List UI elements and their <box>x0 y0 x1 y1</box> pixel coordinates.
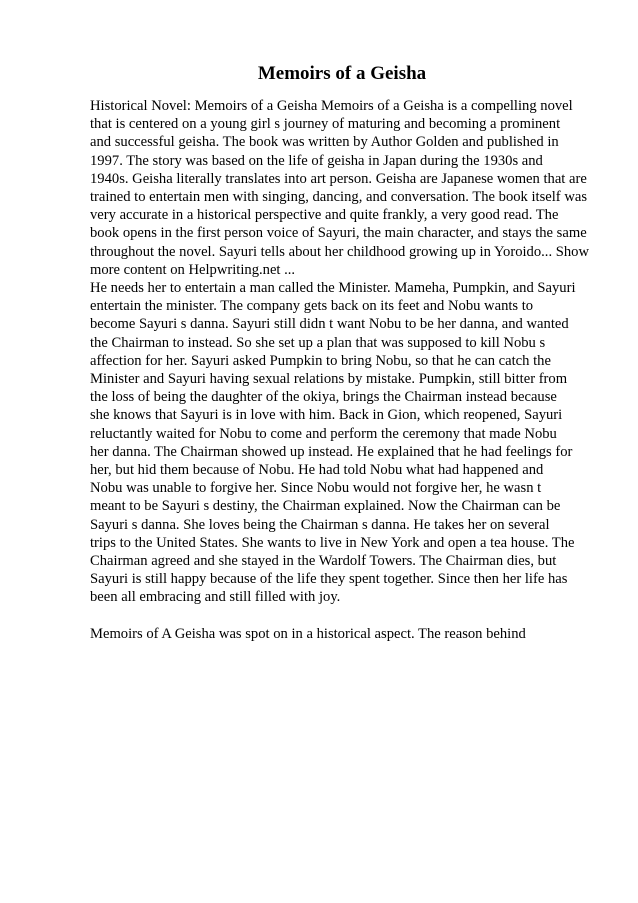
text-line: become Sayuri s danna. Sayuri still didn t want Nobu to be her danna, and wanted <box>90 316 569 333</box>
text-line: Chairman agreed and she stayed in the Wardolf Towers. The Chairman dies, but <box>90 553 557 570</box>
text-line: the Chairman to instead. So she set up a plan that was supposed to kill Nobu s <box>90 334 546 351</box>
text-line: that is centered on a young girl s journey of maturing and becoming a prominent <box>90 116 561 133</box>
paragraph-historical-aspect <box>90 625 610 643</box>
text-line: Memoirs of A Geisha was spot on in a historical aspect. The reason behind <box>90 625 526 642</box>
text-line: 1940s. Geisha literally translates into art person. Geisha are Japanese women that are <box>90 170 587 187</box>
text-line: He needs her to entertain a man called the Minister. Mameha, Pumpkin, and Sayuri <box>90 280 576 297</box>
text-line: and successful geisha. The book was written by Author Golden and published in <box>90 134 559 151</box>
text-line: throughout the novel. Sayuri tells about her childhood growing up in Yoroido... Show <box>90 243 589 260</box>
text-line: Nobu was unable to forgive her. Since Nobu would not forgive her, he wasn t <box>90 480 542 497</box>
text-line: more content on Helpwriting.net ... <box>90 261 296 278</box>
text-line: the loss of being the daughter of the okiya, brings the Chairman instead because <box>90 389 557 406</box>
paragraph-gap <box>90 607 610 625</box>
text-line: been all embracing and still filled with joy. <box>90 589 341 606</box>
text-line: trained to entertain men with singing, dancing, and conversation. The book itself was <box>90 189 588 206</box>
text-line: Minister and Sayuri having sexual relations by mistake. Pumpkin, still bitter from <box>90 371 568 388</box>
text-line: her, but hid them because of Nobu. He had told Nobu what had happened and <box>90 462 544 479</box>
text-line: meant to be Sayuri s destiny, the Chairman explained. Now the Chairman can be <box>90 498 561 515</box>
text-line: book opens in the first person voice of Sayuri, the main character, and stays the same <box>90 225 587 242</box>
text-line: her danna. The Chairman showed up instead. He explained that he had feelings for <box>90 443 573 460</box>
text-line: trips to the United States. She wants to live in New York and open a tea house. The <box>90 534 575 551</box>
text-line: very accurate in a historical perspective and quite frankly, a very good read. The <box>90 207 559 224</box>
text-line: entertain the minister. The company gets back on its feet and Nobu wants to <box>90 298 534 315</box>
paragraph-plot <box>90 279 610 607</box>
text-line: Sayuri s danna. She loves being the Chairman s danna. He takes her on several <box>90 516 550 533</box>
text-line: reluctantly waited for Nobu to come and perform the ceremony that made Nobu <box>90 425 557 442</box>
document-title: Memoirs of a Geisha <box>257 63 427 84</box>
paragraph-summary <box>90 97 610 279</box>
text-line: 1997. The story was based on the life of geisha in Japan during the 1930s and <box>90 152 543 169</box>
text-line: affection for her. Sayuri asked Pumpkin to bring Nobu, so that he can catch the <box>90 352 551 369</box>
document-body <box>90 97 610 643</box>
text-line: she knows that Sayuri is in love with him. Back in Gion, which reopened, Sayuri <box>90 407 563 424</box>
text-line: Sayuri is still happy because of the life they spent together. Since then her life has <box>90 571 568 588</box>
text-line: Historical Novel: Memoirs of a Geisha Memoirs of a Geisha is a compelling novel <box>90 98 573 114</box>
